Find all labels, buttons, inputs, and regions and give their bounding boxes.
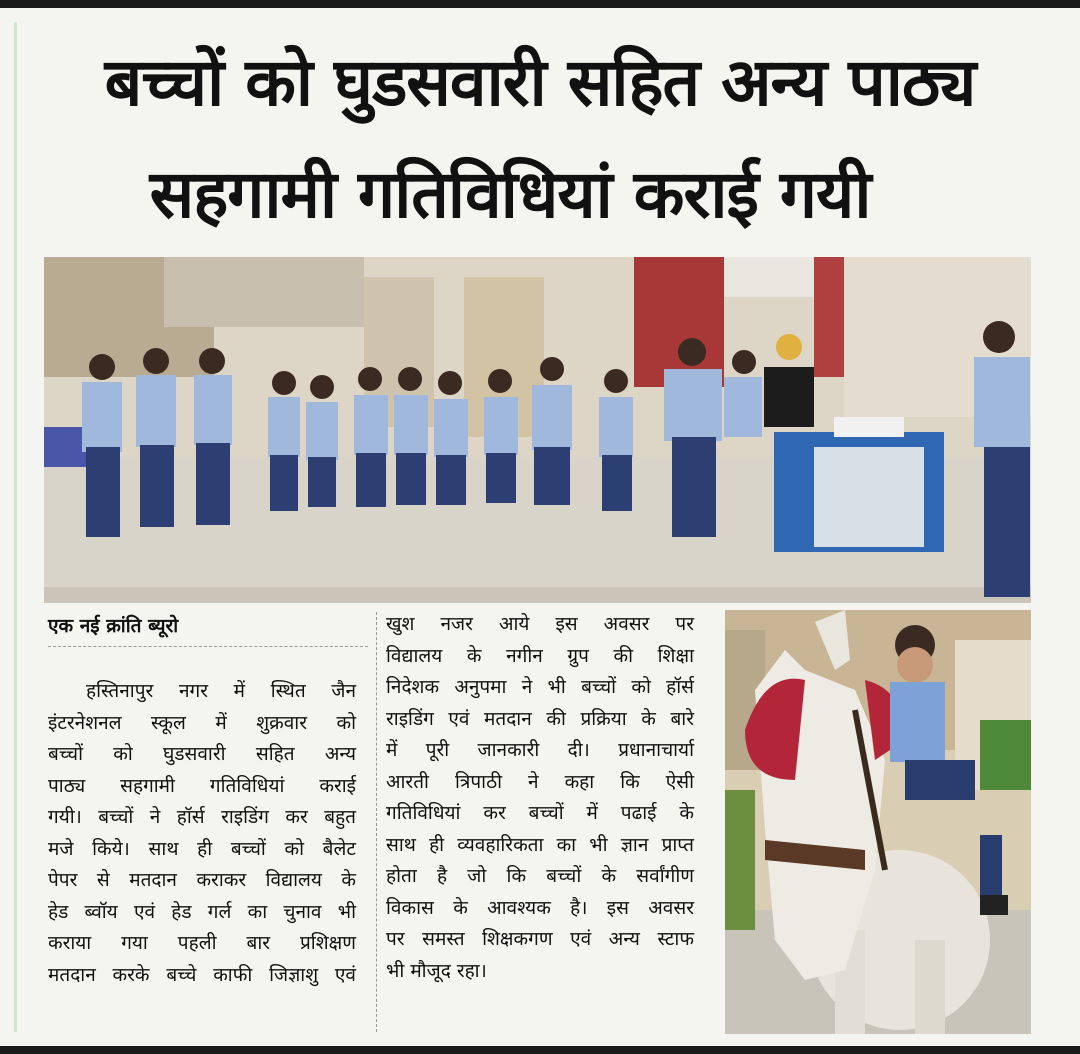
- article-line: इंटरनेशनल स्कूल में शुक्रवार को: [48, 711, 356, 734]
- byline-divider: [48, 646, 368, 647]
- article-line: गयी। बच्चों ने हॉर्स राइडिंग कर बहुत: [48, 806, 356, 828]
- byline: एक नई क्रांति ब्यूरो: [48, 615, 179, 637]
- article-line: कराया गया पहली बार प्रशिक्षण: [48, 932, 356, 954]
- headline-line-2: सहगामी गतिविधियां कराई गयी: [149, 156, 871, 233]
- article-line: में पूरी जानकारी दी। प्रधानाचार्या: [386, 739, 694, 761]
- article-line: विकास के आवश्यक है। इस अवसर: [386, 896, 694, 919]
- students-voting-photo: [44, 257, 1031, 603]
- article-line: मतदान करके बच्चे काफी जिज्ञाशु एवं: [48, 963, 356, 986]
- article-line: बच्चों को घुडसवारी सहित अन्य: [48, 743, 356, 765]
- article-column-1: [48, 676, 356, 991]
- article-line: राइडिंग एवं मतदान की प्रक्रिया के बारे: [386, 707, 694, 730]
- article-line: विद्यालय के नगीन ग्रुप की शिक्षा: [386, 644, 694, 667]
- headline-line-1: बच्चों को घुडसवारी सहित अन्य पाठ्य: [104, 44, 976, 121]
- top-border: [0, 0, 1080, 8]
- article-line: गतिविधियां कर बच्चों में पढाई के: [386, 802, 694, 824]
- article-line: पेपर से मतदान कराकर विद्यालय के: [48, 869, 356, 891]
- article-column-2: [386, 609, 694, 987]
- article-line: पाठ्य सहगामी गतिविधियां कराई: [48, 774, 356, 797]
- article-line: साथ ही व्यवहारिकता का भी ज्ञान प्राप्त: [386, 833, 694, 856]
- article-line: होता है जो कि बच्चों के सर्वांगीण: [386, 865, 694, 887]
- article-line: खुश नजर आये इस अवसर पर: [386, 613, 694, 635]
- article-line: आरती त्रिपाठी ने कहा कि ऐसी: [386, 770, 694, 793]
- article-line: पर समस्त शिक्षकगण एवं अन्य स्टाफ: [386, 928, 694, 950]
- article-line: हेड ब्वॉय एवं हेड गर्ल का चुनाव भी: [48, 900, 356, 923]
- article-line: मजे किये। साथ ही बच्चों को बैलेट: [48, 837, 356, 860]
- article-line: भी मौजूद रहा।: [386, 959, 487, 982]
- article-line: हस्तिनापुर नगर में स्थित जैन: [86, 680, 356, 702]
- column-divider: [376, 612, 377, 1032]
- child-horse-riding-photo: [725, 610, 1031, 1034]
- bottom-border: [0, 1046, 1080, 1054]
- article-line: निदेशक अनुपमा ने भी बच्चों को हॉर्स: [386, 676, 694, 698]
